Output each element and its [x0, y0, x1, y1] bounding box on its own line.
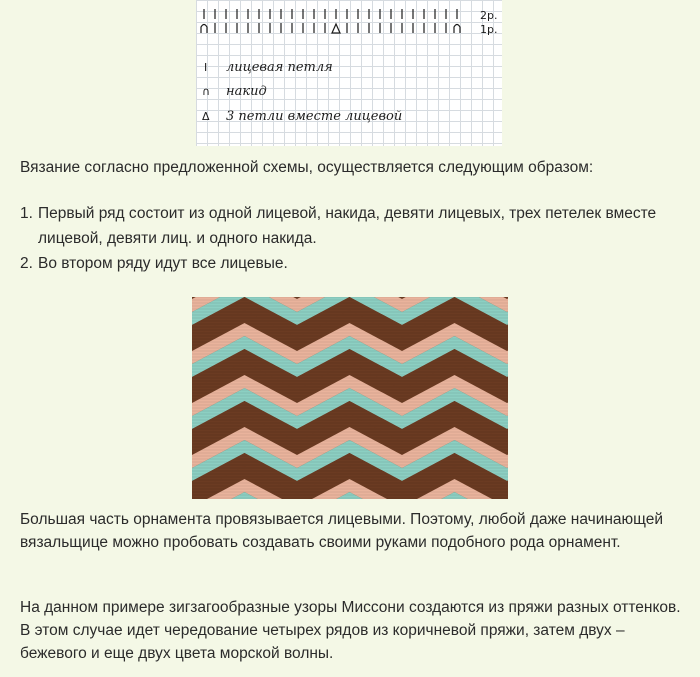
list-number: 1. [20, 205, 33, 222]
yarn-over-icon: ∩ [202, 85, 211, 98]
knitting-chart [196, 0, 502, 146]
paragraph: На данном примере зигзагообразные узоры Миссони создаются из пряжи разных оттенков. В этом случае идет чередование четырех рядов из коричневой пряжи, затем двух – бежевого и еще двух цвета морской волны. [20, 599, 681, 662]
row-label-1: 1р. [480, 23, 498, 36]
missoni-zigzag-photo [192, 297, 508, 499]
list-item [20, 251, 690, 276]
three-together-mark [332, 24, 340, 33]
list-item [20, 201, 690, 251]
legend-yarn-over [202, 84, 267, 99]
yarn-over-mark [454, 25, 460, 34]
intro-text: Вязание согласно предложенной схемы, осуществляется следующим образом: [20, 159, 594, 176]
yarn-over-mark [201, 25, 207, 34]
list-text: Во втором ряду идут все лицевые. [38, 255, 288, 272]
zigzag-knit-image [192, 297, 508, 499]
chart-row-1 [201, 23, 460, 33]
chart-drawing [196, 0, 502, 146]
list-text: Первый ряд состоит из одной лицевой, накида, девяти лицевых, трех петелек вместе лицевой, девяти лиц. и одного накида. [38, 205, 657, 247]
paragraph: Большая часть орнамента провязывается лицевыми. Поэтому, любой даже начинающей вязальщице можно пробовать создавать своими руками подобного рода орнамент. [20, 511, 664, 551]
legend-knit-label: лицевая петля [226, 60, 333, 75]
knit-stitch-icon: I [204, 61, 208, 74]
three-together-icon: Δ [202, 110, 210, 123]
steps-list [20, 201, 690, 276]
legend-yarn-over-label: накид [226, 84, 267, 99]
list-number: 2. [20, 255, 33, 272]
legend-three-together-label: 3 петли вместе лицевой [226, 109, 403, 124]
legend-knit [204, 60, 333, 75]
chart-row-2 [204, 9, 457, 19]
row-label-2: 2р. [480, 9, 498, 22]
legend-three-together [202, 109, 402, 124]
